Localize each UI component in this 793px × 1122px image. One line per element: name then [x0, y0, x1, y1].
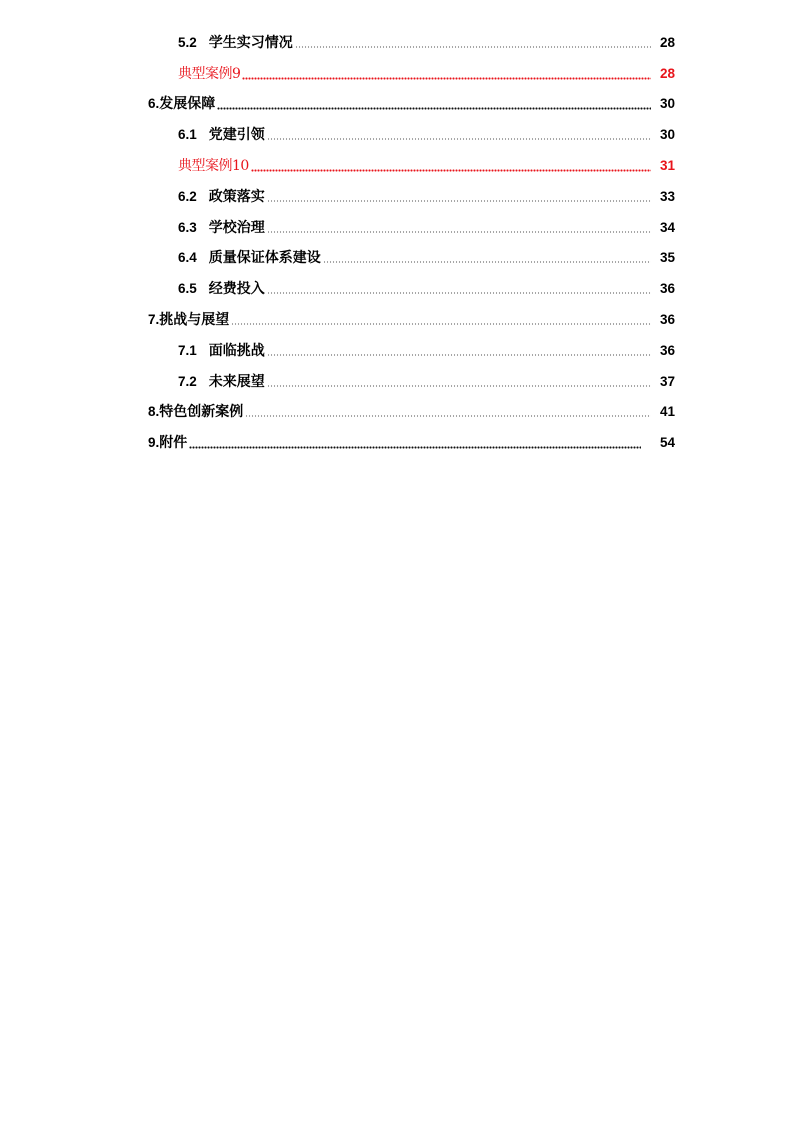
toc-entry-page: 28	[659, 34, 675, 50]
toc-entry-page: 28	[659, 65, 675, 81]
toc-entry-number: 9.	[148, 435, 160, 451]
toc-entry-page: 30	[659, 96, 675, 112]
dot-leader	[251, 169, 651, 172]
toc-entry-6-2[interactable]	[0, 176, 793, 207]
toc-entry-number: 6.4	[178, 250, 197, 266]
toc-entry-9[interactable]	[0, 422, 793, 453]
toc-entry-title: 典型案例9	[178, 65, 241, 82]
toc-entry-page: 36	[659, 342, 675, 358]
toc-entry-page: 37	[659, 373, 675, 389]
table-of-contents	[0, 22, 793, 453]
toc-entry-number: 7.	[148, 311, 160, 327]
toc-entry-8[interactable]	[0, 392, 793, 423]
toc-entry-title: 质量保证体系建设	[208, 250, 321, 267]
dot-leader	[295, 46, 651, 48]
dot-leader	[267, 231, 651, 233]
toc-entry-title: 学生实习情况	[208, 34, 293, 51]
toc-entry-case-9[interactable]	[0, 53, 793, 84]
toc-entry-page: 41	[659, 404, 675, 420]
toc-entry-6[interactable]	[0, 84, 793, 115]
toc-entry-title: 政策落实	[208, 188, 265, 205]
dot-leader	[267, 138, 651, 140]
toc-entry-title: 学校治理	[208, 219, 265, 236]
toc-entry-title: 发展保障	[159, 96, 216, 113]
dot-leader	[267, 385, 651, 387]
toc-entry-6-5[interactable]	[0, 268, 793, 299]
toc-entry-number: 6.2	[178, 188, 197, 204]
dot-leader	[267, 200, 651, 202]
toc-entry-number: 7.1	[178, 342, 197, 358]
toc-entry-7-1[interactable]	[0, 330, 793, 361]
toc-entry-5-2[interactable]	[0, 22, 793, 53]
toc-entry-6-1[interactable]	[0, 114, 793, 145]
toc-entry-case-10[interactable]	[0, 145, 793, 176]
toc-entry-number: 5.2	[178, 34, 197, 50]
dot-leader	[217, 107, 651, 110]
toc-entry-page: 36	[659, 311, 675, 327]
toc-entry-page: 33	[659, 188, 675, 204]
toc-entry-6-4[interactable]	[0, 238, 793, 269]
dot-leader	[242, 77, 651, 80]
toc-entry-title: 特色创新案例	[159, 404, 244, 421]
toc-entry-title: 附件	[159, 435, 188, 452]
toc-entry-page: 30	[659, 127, 675, 143]
toc-entry-title: 典型案例10	[178, 157, 249, 174]
dot-leader	[245, 415, 651, 417]
toc-entry-title: 党建引领	[208, 127, 265, 144]
toc-entry-number: 6.3	[178, 219, 197, 235]
dot-leader	[267, 292, 651, 294]
toc-entry-number: 7.2	[178, 373, 197, 389]
toc-entry-page: 36	[659, 281, 675, 297]
dot-leader	[189, 446, 641, 449]
toc-entry-number: 8.	[148, 404, 160, 420]
toc-entry-page: 34	[659, 219, 675, 235]
toc-entry-page: 54	[659, 435, 675, 451]
toc-entry-number: 6.	[148, 96, 160, 112]
dot-leader	[267, 354, 651, 356]
toc-entry-title: 面临挑战	[208, 342, 265, 359]
toc-entry-title: 挑战与展望	[159, 311, 230, 328]
toc-entry-6-3[interactable]	[0, 207, 793, 238]
toc-entry-page: 31	[659, 157, 675, 173]
dot-leader	[231, 323, 651, 325]
toc-entry-7[interactable]	[0, 299, 793, 330]
toc-entry-title: 经费投入	[208, 281, 265, 298]
toc-entry-page: 35	[659, 250, 675, 266]
toc-entry-number: 6.5	[178, 281, 197, 297]
toc-entry-7-2[interactable]	[0, 361, 793, 392]
dot-leader	[323, 261, 651, 263]
toc-entry-title: 未来展望	[208, 373, 265, 390]
toc-entry-number: 6.1	[178, 127, 197, 143]
